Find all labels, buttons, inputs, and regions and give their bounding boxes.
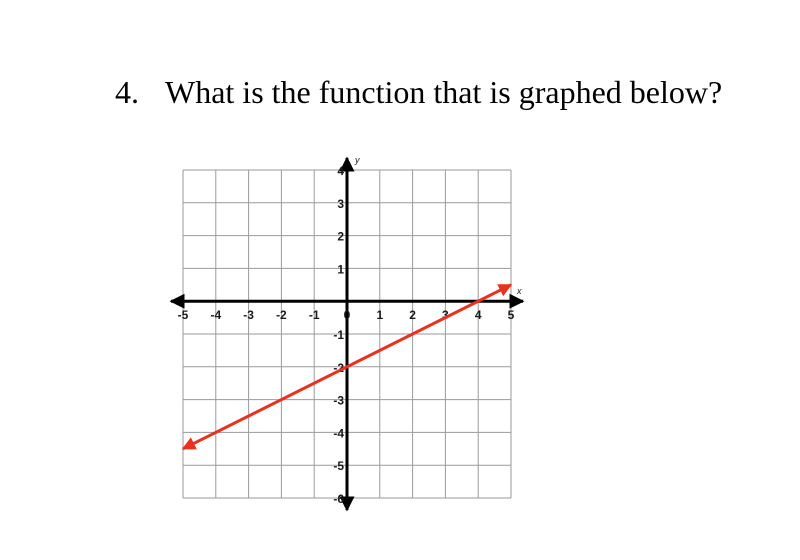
x-tick-label: 5 [507,308,515,323]
y-tick-label: 3 [337,196,344,211]
y-axis-label: y [355,155,360,165]
y-tick-label: 4 [337,164,344,178]
x-tick-label: 3 [442,308,449,323]
y-tick-label: -4 [333,426,344,441]
y-tick-label: -6 [333,492,344,506]
question-prompt: What is the function that is graphed below? [165,74,723,110]
x-tick-label: 0 [343,308,351,323]
y-tick-label: -1 [333,328,344,342]
x-tick-label: 1 [376,308,384,323]
x-tick-label: 2 [409,308,416,323]
x-tick-label: -4 [210,308,222,323]
tick-labels [178,155,522,506]
x-axis-label: x [517,286,522,297]
x-tick-label: -3 [243,308,254,323]
x-tick-label: -1 [308,308,320,323]
x-tick-label: -2 [276,308,287,323]
question-text [115,74,722,111]
y-tick-label: -3 [333,393,344,408]
y-tick-label: 1 [337,262,344,277]
x-tick-label: -5 [177,308,189,323]
coordinate-graph [160,150,540,520]
x-tick-label: 4 [474,308,482,323]
y-tick-label: 2 [337,229,344,244]
y-tick-label: -2 [333,360,344,375]
question-number: 4. [115,74,139,110]
y-tick-label: -5 [333,459,344,474]
